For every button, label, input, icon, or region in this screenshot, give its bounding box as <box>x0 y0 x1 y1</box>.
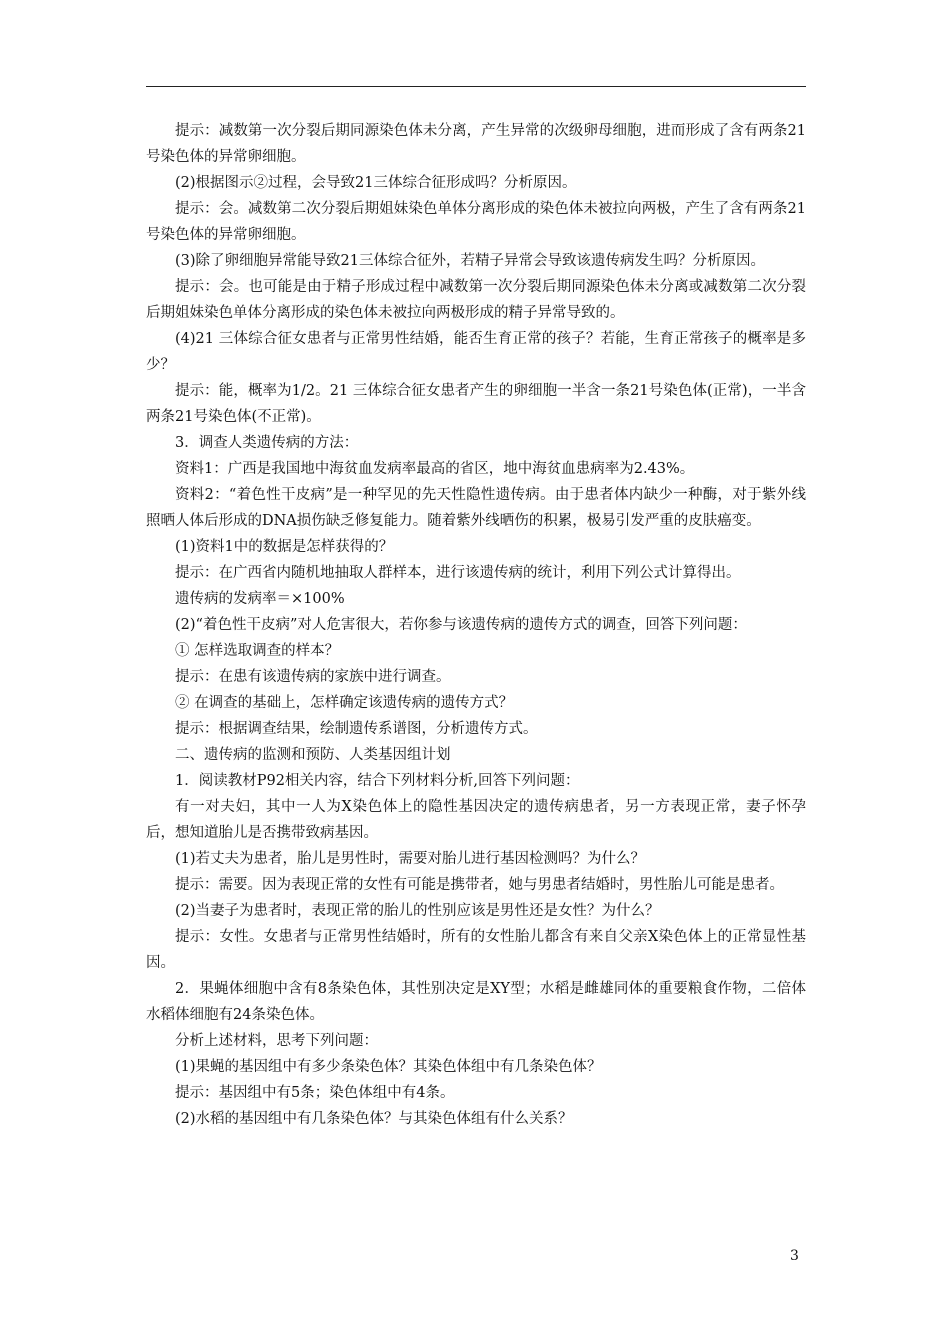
paragraph: 提示：在广西省内随机地抽取人群样本，进行该遗传病的统计，利用下列公式计算得出。 <box>175 565 741 581</box>
paragraph: (2)当妻子为患者时，表现正常的胎儿的性别应该是男性还是女性？为什么？ <box>175 903 660 919</box>
paragraph: (1)果蝇的基因组中有多少条染色体？其染色体组中有几条染色体？ <box>175 1059 602 1075</box>
paragraph: 分析上述材料，思考下列问题： <box>175 1033 378 1049</box>
paragraph: (1)若丈夫为患者，胎儿是男性时，需要对胎儿进行基因检测吗？为什么？ <box>175 851 646 867</box>
page-number: 3 <box>790 1248 799 1264</box>
paragraph: 1．阅读教材P92相关内容，结合下列材料分析,回答下列问题： <box>175 773 580 789</box>
header-rule <box>146 86 806 87</box>
paragraph: 提示：会。也可能是由于精子形成过程中减数第一次分裂后期同源染色体未分离或减数第二次分裂后期姐妹染色单体分离形成的染色体未被拉向两极形成的精子异常导致的。 <box>146 279 806 321</box>
paragraph: 有一对夫妇，其中一人为X染色体上的隐性基因决定的遗传病患者，另一方表现正常，妻子怀孕后，想知道胎儿是否携带致病基因。 <box>146 799 806 841</box>
document-body <box>146 118 806 1132</box>
paragraph: 提示：在患有该遗传病的家族中进行调查。 <box>175 669 451 685</box>
paragraph: 2．果蝇体细胞中含有8条染色体，其性别决定是XY型；水稻是雌雄同体的重要粮食作物，二倍体水稻体细胞有24条染色体。 <box>146 981 806 1023</box>
paragraph: (3)除了卵细胞异常能导致21三体综合征外，若精子异常会导致该遗传病发生吗？分析原因。 <box>175 253 765 269</box>
paragraph: ② 在调查的基础上，怎样确定该遗传病的遗传方式？ <box>175 695 514 711</box>
paragraph: (2)“着色性干皮病”对人危害很大，若你参与该遗传病的遗传方式的调查，回答下列问题： <box>175 617 747 633</box>
paragraph: 提示：根据调查结果，绘制遗传系谱图，分析遗传方式。 <box>175 721 538 737</box>
paragraph: 资料2：“着色性干皮病”是一种罕见的先天性隐性遗传病。由于患者体内缺少一种酶，对于紫外线照晒人体后形成的DNA损伤缺乏修复能力。随着紫外线晒伤的积累，极易引发严重的皮肤癌变。 <box>146 487 806 529</box>
paragraph: (2)根据图示②过程，会导致21三体综合征形成吗？分析原因。 <box>175 175 577 191</box>
paragraph: 提示：女性。女患者与正常男性结婚时，所有的女性胎儿都含有来自父亲X染色体上的正常显性基因。 <box>146 929 806 971</box>
paragraph: (4)21 三体综合征女患者与正常男性结婚，能否生育正常的孩子？若能，生育正常孩子的概率是多少？ <box>146 331 806 373</box>
paragraph: 遗传病的发病率＝×100% <box>175 591 345 607</box>
paragraph: 提示：减数第一次分裂后期同源染色体未分离，产生异常的次级卵母细胞，进而形成了含有两条21号染色体的异常卵细胞。 <box>146 123 806 165</box>
paragraph: (1)资料1中的数据是怎样获得的？ <box>175 539 394 555</box>
paragraph: 资料1：广西是我国地中海贫血发病率最高的省区，地中海贫血患病率为2.43%。 <box>175 461 695 477</box>
paragraph: ① 怎样选取调查的样本？ <box>175 643 340 659</box>
paragraph: 提示：会。减数第二次分裂后期姐妹染色单体分离形成的染色体未被拉向两极，产生了含有两条21号染色体的异常卵细胞。 <box>146 201 806 243</box>
paragraph: 二、遗传病的监测和预防、人类基因组计划 <box>175 747 451 763</box>
paragraph: 提示：能，概率为1/2。21 三体综合征女患者产生的卵细胞一半含一条21号染色体(正常)，一半含两条21号染色体(不正常)。 <box>146 383 806 425</box>
paragraph: 提示：基因组中有5条；染色体组中有4条。 <box>175 1085 455 1101</box>
paragraph: (2)水稻的基因组中有几条染色体？与其染色体组有什么关系？ <box>175 1111 573 1127</box>
paragraph: 3．调查人类遗传病的方法： <box>175 435 359 451</box>
paragraph: 提示：需要。因为表现正常的女性有可能是携带者，她与男患者结婚时，男性胎儿可能是患者。 <box>175 877 784 893</box>
